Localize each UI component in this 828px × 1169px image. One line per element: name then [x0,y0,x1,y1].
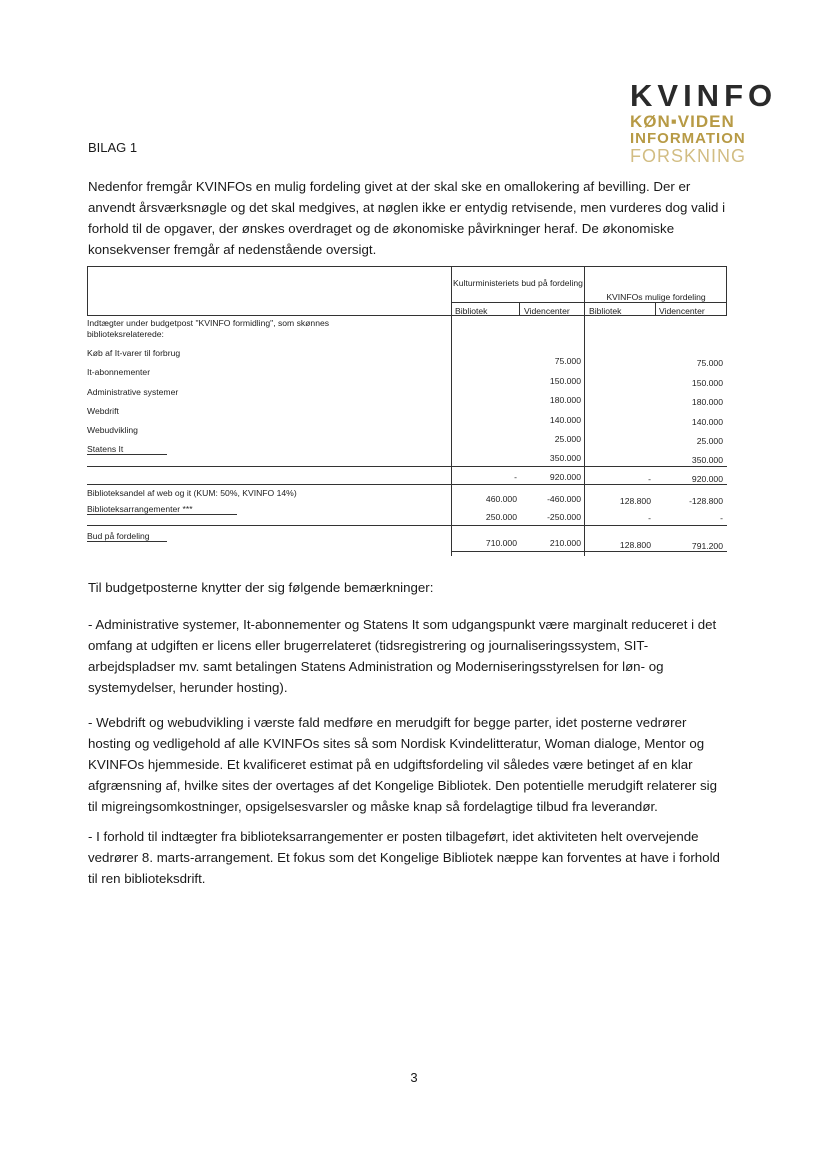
table-header-frame [87,266,727,316]
subtotal-kvinfo-bibliotek: - [648,474,651,484]
row-label: Statens It [87,444,124,454]
kvinfo-videncenter-value: 350.000 [691,455,723,465]
kum-videncenter-value: -250.000 [547,512,581,522]
header-kvinfo-videncenter: Videncenter [659,306,705,316]
kum-bibliotek-value: 460.000 [485,494,517,504]
row-label: Køb af It-varer til forbrug [87,348,181,358]
kum-videncenter-value: 25.000 [554,434,581,444]
kum-bibliotek-value: 250.000 [485,512,517,522]
row-label: Webudvikling [87,425,138,435]
header-kum-videncenter: Videncenter [524,306,570,316]
subtotal-kum-videncenter: 920.000 [549,472,581,482]
kvinfo-videncenter-value: 25.000 [696,436,723,446]
appendix-label: BILAG 1 [88,140,138,155]
remark-paragraph-3: - I forhold til indtægter fra biblioteksarrangementer er posten tilbageført, idet aktiviteten helt overvejende vedrører 8. marts-arrangement. Et fokus som det Kongelige Bibliotek næppe kan forventes at have i forhold til ren biblioteksdrift. [88,829,720,886]
kvinfo-videncenter-value: 140.000 [691,417,723,427]
section-title: Til budgetposterne knytter der sig følgende bemærkninger: [88,580,434,595]
kum-videncenter-value: 150.000 [549,376,581,386]
kum-videncenter-value: 180.000 [549,395,581,405]
page-number: 3 [410,1070,418,1085]
kum-videncenter-value: 75.000 [554,356,581,366]
header-kvinfo-group: KVINFOs mulige fordeling [606,292,706,302]
section-label: Indtægter under budgetpost "KVINFO formidling", som skønnes biblioteksrelaterede: [87,318,330,339]
kvinfo-bibliotek-value: - [648,513,651,523]
total-kum-videncenter: 210.000 [549,538,581,548]
kvinfo-logo [630,78,778,166]
logo-line-3: INFORMATION [630,130,746,147]
total-kvinfo-videncenter: 791.200 [691,541,723,551]
kum-videncenter-value: 350.000 [549,453,581,463]
header-kum-bibliotek: Bibliotek [455,306,488,316]
remark-paragraph-2: - Webdrift og webudvikling i værste fald medføre en merudgift for begge parter, idet posterne vedrører hosting og vedligehold af alle KVINFOs sites så som Nordisk Kvindelitteratur, Woman dialoge, Mentor og KVINFOs hjemmeside. Et kvalificeret estimat på en udgiftsfordeling vil således være betinget af en klar afgrænsning af, hvilke sites der overtages af det Kongelige Bibliotek. Den potentielle merudgift relaterer sig til migreingsomkostninger, opsigelsesvarsler og måske knap så fordelagtige tilbud fra leverandør. [88,715,717,814]
total-kvinfo-bibliotek: 128.800 [619,540,651,550]
kum-videncenter-value: 140.000 [549,415,581,425]
row-label: Administrative systemer [87,387,179,397]
logo-line-1: KVINFO [630,78,778,113]
header-kum-group: Kulturministeriets bud på fordeling [453,278,583,288]
kvinfo-videncenter-value: 180.000 [691,397,723,407]
subtotal-kvinfo-videncenter: 920.000 [691,474,723,484]
total-label: Bud på fordeling [87,531,150,541]
intro-paragraph: Nedenfor fremgår KVINFOs en mulig fordeling givet at der skal ske en omallokering af bevilling. Der er anvendt årsværksnøgle og det skal medgives, at nøglen ikke er entydig retvisende, men vurderes dog valid i forhold til de opgaver, der ønskes overdraget og de økonomiske påvirkninger heraf. De økonomiske konsekvenser fremgår af nedenstående oversigt. [88,179,726,257]
budget-table [87,266,727,556]
kvinfo-bibliotek-value: 128.800 [619,496,651,506]
row-label: Webdrift [87,406,119,416]
header-kvinfo-bibliotek: Bibliotek [589,306,622,316]
row-label: Biblioteksandel af web og it (KUM: 50%, KVINFO 14%) [87,488,297,498]
total-kum-bibliotek: 710.000 [485,538,517,548]
subtotal-kum-bibliotek: - [514,472,517,482]
logo-line-2: KØN▪VIDEN [630,112,735,131]
remark-paragraph-1: - Administrative systemer, It-abonnementer og Statens It som udgangspunkt være marginalt reduceret i det omfang at udgiften er licens eller brugerrelateret (tidsregistrering og journaliseringssystem, SIT-arbejdspladser mv. samt betalingen Statens Administration og Moderniseringsstyrelsen for løn- og systemydelser, herunder hosting). [88,617,717,695]
kvinfo-videncenter-value: - [720,513,723,523]
kvinfo-videncenter-value: 75.000 [696,358,723,368]
kvinfo-videncenter-value: -128.800 [689,496,723,506]
kum-videncenter-value: -460.000 [547,494,581,504]
row-label: It-abonnementer [87,367,151,377]
row-label: Biblioteksarrangementer *** [87,504,193,514]
logo-line-4: FORSKNING [630,146,747,166]
kvinfo-videncenter-value: 150.000 [691,378,723,388]
